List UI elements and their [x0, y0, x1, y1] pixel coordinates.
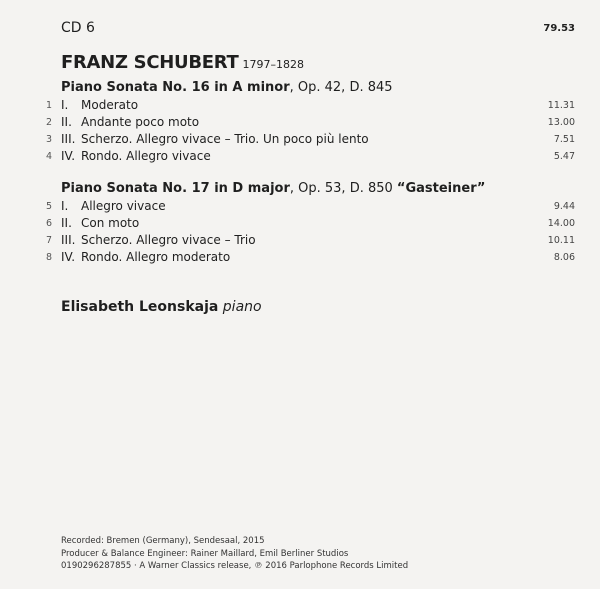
total-duration: 79.53 [543, 23, 575, 34]
track-number: 7 [45, 235, 52, 246]
work-title-main: Piano Sonata No. 17 in D major [61, 181, 290, 196]
track-row [0, 98, 600, 115]
movement-name: Scherzo. Allegro vivace – Trio. Un poco più lento [81, 132, 369, 146]
movement-numeral: III. [61, 132, 76, 146]
credit-line: 0190296287855 · A Warner Classics release, ℗ 2016 Parlophone Records Limited [61, 561, 409, 571]
track-duration: 5.47 [553, 151, 575, 162]
movement-name: Rondo. Allegro moderato [81, 250, 231, 264]
track-duration: 7.51 [553, 134, 575, 145]
work-title-main: Piano Sonata No. 16 in A minor [61, 80, 290, 95]
movement-name: Allegro vivace [81, 199, 166, 213]
track-number: 6 [45, 218, 52, 229]
track-number: 4 [45, 151, 52, 162]
movement-title [61, 149, 211, 163]
performer [61, 299, 262, 315]
movement-numeral: IV. [61, 149, 76, 163]
work-title [61, 181, 485, 196]
movement-name: Andante poco moto [81, 115, 200, 129]
track-number: 8 [45, 252, 52, 263]
work-nickname: “Gasteiner” [396, 181, 486, 196]
performer-name: Elisabeth Leonskaja [61, 299, 219, 315]
performer-instrument: piano [222, 299, 262, 315]
movement-name: Rondo. Allegro vivace [81, 149, 211, 163]
movement-name: Con moto [81, 216, 140, 230]
track-duration: 14.00 [547, 218, 575, 229]
work-title [61, 80, 393, 95]
track-row [0, 132, 600, 149]
movement-numeral: I. [61, 98, 69, 112]
movement-numeral: IV. [61, 250, 76, 264]
movement-title [61, 98, 138, 112]
track-row [0, 149, 600, 166]
track-list [0, 199, 600, 267]
movement-title [61, 216, 139, 230]
composer-name: FRANZ SCHUBERT [61, 52, 239, 73]
track-number: 2 [45, 117, 52, 128]
movement-title [61, 132, 369, 146]
track-duration: 9.44 [553, 201, 575, 212]
track-row [0, 233, 600, 250]
track-row [0, 115, 600, 132]
track-number: 3 [45, 134, 52, 145]
track-number: 1 [45, 100, 52, 111]
composer-heading [61, 52, 304, 73]
recording-credits [61, 535, 408, 573]
cd-label: CD 6 [61, 20, 95, 36]
movement-numeral: I. [61, 199, 69, 213]
work-title-catalog: , Op. 53, D. 850 [289, 181, 397, 196]
movement-numeral: II. [61, 115, 72, 129]
work-title-catalog: , Op. 42, D. 845 [289, 80, 393, 95]
movement-title [61, 233, 256, 247]
track-row [0, 199, 600, 216]
track-number: 5 [45, 201, 52, 212]
track-duration: 8.06 [553, 252, 575, 263]
movement-numeral: III. [61, 233, 76, 247]
track-row [0, 250, 600, 267]
movement-name: Scherzo. Allegro vivace – Trio [81, 233, 256, 247]
movement-name: Moderato [81, 98, 139, 112]
movement-title [61, 199, 166, 213]
movement-title [61, 115, 199, 129]
track-row [0, 216, 600, 233]
movement-title [61, 250, 230, 264]
track-duration: 13.00 [547, 117, 575, 128]
composer-dates: 1797–1828 [242, 58, 304, 71]
credit-line: Producer & Balance Engineer: Rainer Maillard, Emil Berliner Studios [61, 548, 349, 559]
track-duration: 10.11 [547, 235, 575, 246]
track-list [0, 98, 600, 166]
credit-line: Recorded: Bremen (Germany), Sendesaal, 2015 [61, 536, 265, 546]
movement-numeral: II. [61, 216, 72, 230]
track-duration: 11.31 [547, 100, 575, 111]
